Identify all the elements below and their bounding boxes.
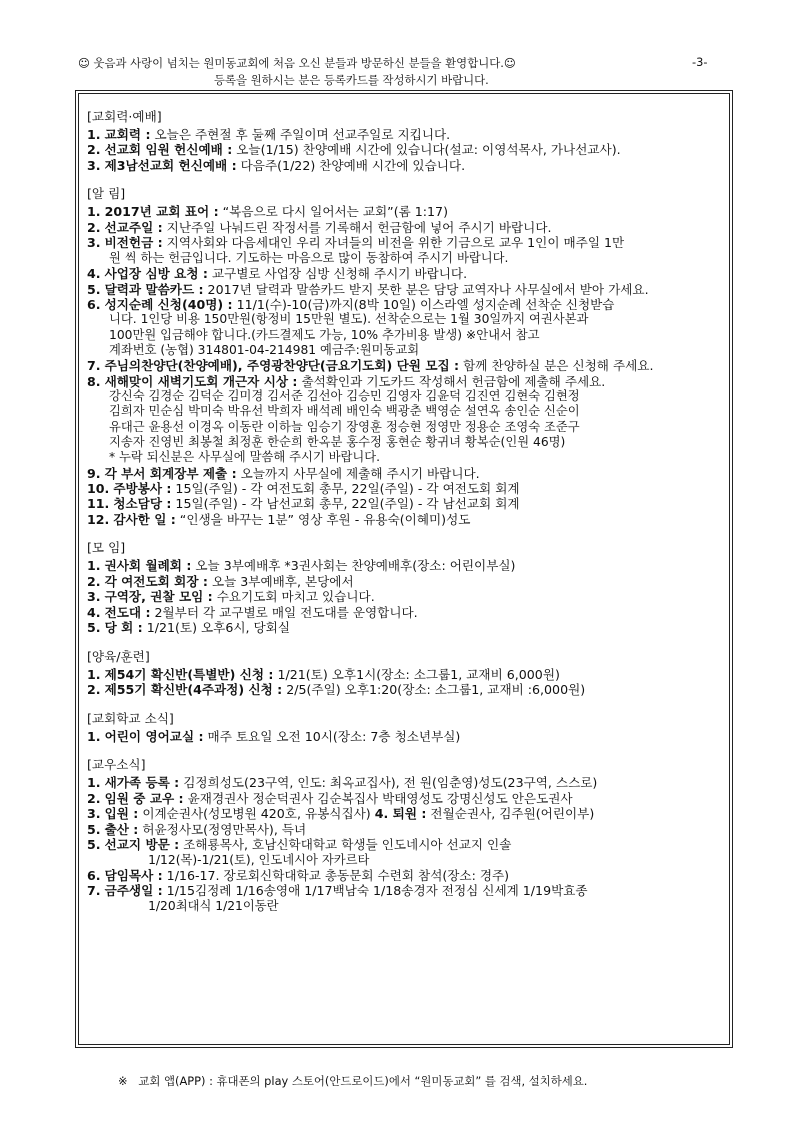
announcement-item (87, 837, 719, 852)
item-number: 1. (87, 204, 101, 220)
announcement-item (87, 297, 719, 312)
item-label: 주방봉사 : (113, 481, 172, 497)
announcement-item (87, 682, 719, 697)
item-text: 이계순권사(성모병원 420호, 유봉식집사) (138, 806, 375, 822)
item-number: 4. (87, 604, 101, 620)
item-label: 각 여전도회 회장 : (104, 573, 208, 589)
announcement-item (87, 220, 719, 235)
section (87, 537, 719, 635)
page-number: -3- (692, 55, 708, 69)
item-text: 2월부터 각 교구별로 매일 전도대를 운영합니다. (150, 604, 418, 620)
announcement-item (87, 883, 719, 898)
item-label: 선교지 방문 : (104, 837, 180, 853)
announcement-item (87, 775, 719, 790)
item-label: 어린이 영어교실 : (104, 728, 204, 744)
item-continuation: 유대근 윤용선 이경옥 이동란 이하늘 임승기 장영훈 정승현 정영만 정용순 조영숙 조준구 (109, 419, 580, 434)
item-label: 구역장, 권찰 모임 : (104, 589, 213, 605)
item-label: 비전헌금 : (104, 235, 163, 251)
item-number: 1. (87, 666, 101, 682)
item-number: 3. (87, 157, 101, 173)
item-text: 오늘(1/15) 찬양예배 시간에 있습니다(설교: 이영석목사, 가나선교사). (232, 142, 621, 158)
item-text: “복음으로 다시 일어서는 교회”(롬 1:17) (218, 204, 448, 220)
app-notice-text: 교회 앱(APP) : 휴대폰의 play 스토어(안드로이드)에서 “원미동교회” 를 검색, 설치하세요. (138, 1074, 588, 1088)
item-label: 입원 : (104, 806, 139, 822)
item-label: 선교주일 : (104, 219, 163, 235)
item-label: 교회력 : (104, 127, 151, 142)
item-text: 오늘은 주현절 후 둘째 주일이며 선교주일로 지킵니다. (150, 127, 451, 142)
announcement-item (87, 822, 719, 837)
item-number: 4. (87, 266, 101, 282)
item-label: 전도대 : (104, 604, 151, 620)
app-notice (118, 1073, 587, 1089)
announcement-item (87, 868, 719, 883)
announcement-item (87, 620, 719, 635)
item-label: 제55기 확신반(4주과정) 신청 : (104, 682, 283, 698)
item-text: 지역사회와 다음세대인 우리 자녀들의 비전을 위한 기금으로 교우 1인이 매주일 1만 (162, 235, 625, 251)
item-label: 제54기 확신반(특별반) 신청 : (104, 666, 274, 682)
item-number: 5. (87, 821, 101, 837)
item-text: 다음주(1/22) 찬양예배 시간에 있습니다. (236, 157, 466, 173)
item-number: 9. (87, 465, 101, 481)
item-text: 교구별로 사업장 심방 신청해 주시기 바랍니다. (207, 266, 468, 282)
item-number: 6. (87, 867, 101, 883)
announcement-item (87, 466, 719, 481)
announcement-box (78, 93, 730, 1045)
item-text: 윤재경권사 정순덕권사 김순복집사 박태영성도 강명신성도 안은도권사 (183, 790, 573, 806)
item-continuation: 김희자 민순심 박미숙 박유선 박희자 배석례 배인숙 백광춘 백영순 설연옥 송인순 신순이 (109, 404, 580, 419)
item-text: 2017년 달력과 말씀카드 받지 못한 분은 담당 교역자나 사무실에서 받아 가세요. (203, 281, 649, 297)
item-text: 1/15김정례 1/16송영애 1/17백남숙 1/18송경자 전정심 신세계 1/19박효종 (162, 883, 588, 899)
announcement-item (87, 358, 719, 373)
item-label: 제3남선교회 헌신예배 : (104, 157, 237, 173)
announcement-item (87, 574, 719, 589)
item-number: 1. (87, 127, 101, 142)
announcement-item (87, 235, 719, 250)
item-text: 지난주일 나눠드린 작정서를 기록해서 헌금함에 넣어 주시기 바랍니다. (162, 219, 552, 235)
item-continuation: 니다. 1인당 비용 150만원(항정비 15만원 별도). 선착순으로는 1월 30일까지 여권사본과 (109, 312, 589, 327)
item-label: 성지순례 신청(40명) : (104, 297, 233, 313)
item-label: 2017년 교회 표어 : (104, 204, 219, 220)
item-number: 7. (87, 358, 101, 374)
item-number: 12. (87, 511, 110, 527)
item-text: 함께 찬양하실 분은 신청해 주세요. (459, 358, 654, 374)
section-title: [교우소식] (87, 757, 146, 773)
item-text: 오늘 3부예배후 *3권사회는 찬양예배후(장소: 어린이부실) (191, 558, 516, 574)
item-text: 수요기도회 마치고 있습니다. (212, 589, 375, 605)
item-number: 2. (87, 790, 101, 806)
registration-text: 등록을 원하시는 분은 등록카드를 작성하시기 바랍니다. (214, 73, 489, 87)
item-label: 감사한 일 : (113, 511, 176, 527)
item-continuation: 강신숙 김경순 김덕순 김미경 김서준 김선아 김승민 김영자 김윤덕 김진연 김현숙 김현정 (109, 389, 580, 404)
item-text: 2/5(주일) 오후1:20(장소: 소그룹1, 교재비 :6,000원) (282, 682, 586, 698)
section-title: [알 림] (87, 186, 126, 202)
item-continuation: 1/12(목)-1/21(토), 인도네시아 자카르타 (109, 852, 370, 867)
item-continuation: 100만원 입금해야 합니다.(카드결제도 가능, 10% 추가비용 발생) ※안내서 참고 (109, 327, 540, 342)
item-text: 15일(주일) - 각 여전도회 총무, 22일(주일) - 각 여전도회 회계 (171, 481, 520, 497)
item-label: 주님의찬양단(찬양예배), 주영광찬양단(금요기도회) 단원 모집 : (104, 358, 460, 374)
announcement-item (87, 204, 719, 219)
announcement-item (87, 127, 719, 142)
item-number: 3. (87, 589, 101, 605)
item-number: 3. (87, 235, 101, 251)
item-label: 출산 : (104, 821, 139, 837)
announcement-item (87, 558, 719, 573)
section (87, 646, 719, 698)
item-text: 김정희성도(23구역, 인도: 최옥교집사), 전 원(임춘영)성도(23구역, 스스로) (179, 775, 598, 791)
item-continuation: 1/20최대식 1/21이동란 (109, 898, 279, 913)
item-continuation: 계좌번호 (농협) 314801-04-214981 예금주:원미동교회 (109, 343, 420, 358)
welcome-text: ☺ 웃음과 사랑이 넘치는 원미동교회에 처음 오신 분들과 방문하신 분들을 환영합니다.☺ (78, 56, 516, 70)
item-label: 사업장 심방 요청 : (104, 266, 208, 282)
item-number: 2. (87, 573, 101, 589)
announcement-item (87, 374, 719, 389)
item-text: 1/21(토) 오후6시, 당회실 (142, 620, 291, 636)
section (87, 106, 719, 173)
announcement-item (87, 512, 719, 527)
item-label: 4. 퇴원 : (374, 806, 427, 822)
item-continuation: * 누락 되신분은 사무실에 말씀해 주시기 바랍니다. (109, 450, 381, 465)
item-label: 새가족 등록 : (104, 775, 180, 791)
item-label: 임원 중 교우 : (104, 790, 184, 806)
item-label: 당 회 : (104, 620, 143, 636)
announcement-item (87, 729, 719, 744)
section-title: [모 임] (87, 540, 126, 556)
announcement-item (87, 282, 719, 297)
item-number: 2. (87, 682, 101, 698)
section (87, 183, 719, 527)
announcement-item (87, 589, 719, 604)
item-continuation: 지송자 진영빈 최봉철 최정훈 한순희 한옥분 홍수정 홍현순 황귀녀 황복순(인원 46명) (109, 435, 566, 450)
announcement-item (87, 667, 719, 682)
item-number: 5. (87, 837, 101, 853)
item-number: 5. (87, 281, 101, 297)
item-label: 권사회 월례회 : (104, 558, 192, 574)
item-number: 1. (87, 558, 101, 574)
item-text: 출석확인과 기도카드 작성해서 헌금함에 제출해 주세요. (297, 373, 606, 389)
item-label: 각 부서 회계장부 제출 : (104, 465, 237, 481)
section-title: [양육/훈련] (87, 648, 150, 664)
item-text: 11/1(수)-10(금)까지(8박 10일) 이스라엘 성지순례 선착순 신청받습 (232, 297, 615, 313)
item-label: 달력과 말씀카드 : (104, 281, 204, 297)
announcement-item (87, 158, 719, 173)
item-number: 1. (87, 728, 101, 744)
section-title: [교회학교 소식] (87, 710, 174, 726)
item-text: 전월순권사, 김주원(어린이부) (426, 806, 595, 822)
section (87, 708, 719, 744)
announcement-item (87, 605, 719, 620)
announcement-item (87, 142, 719, 157)
item-number: 6. (87, 297, 101, 313)
item-label: 담임목사 : (104, 867, 163, 883)
announcement-item (87, 806, 719, 821)
section-title: [교회력·예배] (87, 109, 162, 124)
item-text: 15일(주일) - 각 남선교회 총무, 22일(주일) - 각 남선교회 회계 (171, 496, 520, 512)
item-text: 오늘까지 사무실에 제출해 주시기 바랍니다. (236, 465, 480, 481)
item-number: 1. (87, 775, 101, 791)
item-text: 허윤정사모(정영만목사), 득녀 (138, 821, 307, 837)
item-text: “인생을 바꾸는 1분” 영상 후원 - 유용숙(이혜미)성도 (175, 511, 471, 527)
announcement-item (87, 496, 719, 511)
item-number: 8. (87, 373, 101, 389)
item-continuation: 원 씩 하는 헌금입니다. 기도하는 마음으로 많이 동참하여 주시기 바랍니다. (109, 250, 509, 265)
item-label: 금주생일 : (104, 883, 163, 899)
section (87, 754, 719, 914)
item-number: 5. (87, 620, 101, 636)
item-text: 매주 토요일 오전 10시(장소: 7층 청소년부실) (203, 728, 461, 744)
item-label: 청소담당 : (113, 496, 172, 512)
item-number: 10. (87, 481, 110, 497)
item-text: 조해룡목사, 호남신학대학교 학생들 인도네시아 선교지 인솔 (179, 837, 512, 853)
announcement-item (87, 266, 719, 281)
item-label: 선교회 임원 헌신예배 : (104, 142, 233, 158)
item-text: 1/16-17. 장로회신학대학교 총동문회 수련회 참석(장소: 경주) (162, 867, 510, 883)
item-number: 2. (87, 142, 101, 158)
item-number: 7. (87, 883, 101, 899)
item-number: 3. (87, 806, 101, 822)
reference-mark: ※ (118, 1074, 128, 1088)
item-text: 오늘 3부예배후, 본당에서 (207, 573, 354, 589)
item-number: 2. (87, 219, 101, 235)
item-label: 새해맞이 새벽기도회 개근자 시상 : (104, 373, 298, 389)
announcement-item (87, 481, 719, 496)
item-number: 11. (87, 496, 110, 512)
item-text: 1/21(토) 오후1시(장소: 소그룹1, 교재비 6,000원) (273, 666, 560, 682)
announcement-item (87, 791, 719, 806)
